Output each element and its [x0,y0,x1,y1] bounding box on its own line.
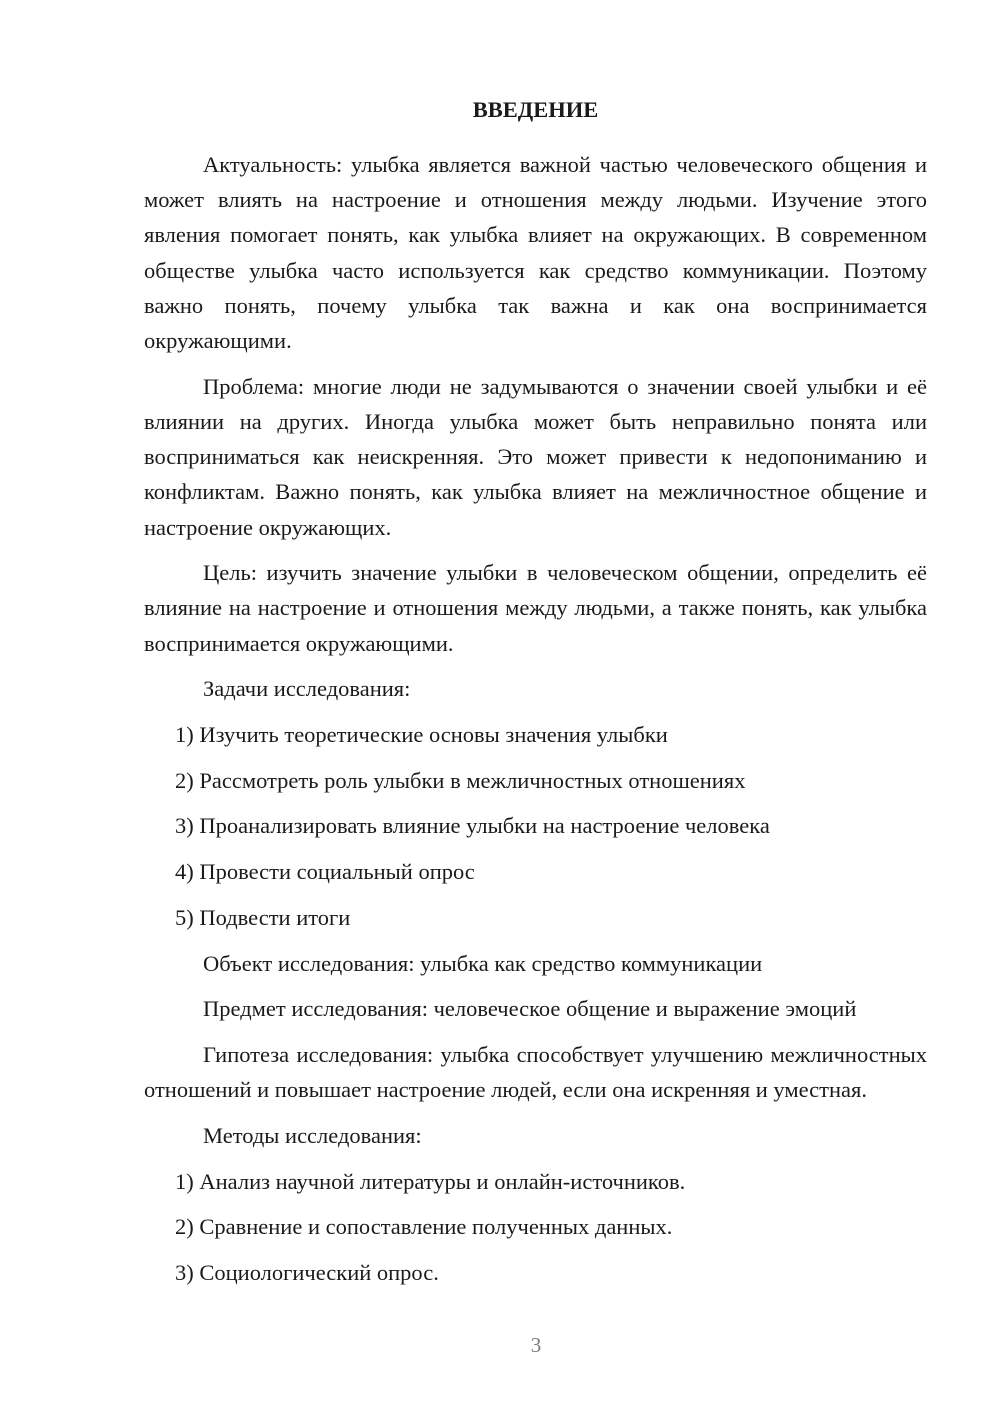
hypothesis-paragraph: Гипотеза исследования: улыбка способствует улучшению межличностных отношений и повышает настроение людей, если она искренняя и уместная. [144,1041,927,1103]
document-page [144,92,927,1301]
tasks-heading: Задачи исследования: [203,676,411,702]
task-item: 3) Проанализировать влияние улыбки на настроение человека [175,813,770,839]
method-item: 2) Сравнение и сопоставление полученных данных. [175,1214,673,1240]
subject-line: Предмет исследования: человеческое общение и выражение эмоций [203,996,857,1022]
section-title: ВВЕДЕНИЕ [472,97,599,122]
methods-heading: Методы исследования: [203,1122,422,1148]
goal-paragraph: Цель: изучить значение улыбки в человеческом общении, определить её влияние на настроение и отношения между людьми, а также понять, как улыбка воспринимается окружающими. [144,560,927,656]
method-item: 3) Социологический опрос. [175,1259,439,1285]
method-item: 1) Анализ научной литературы и онлайн-источников. [175,1168,686,1194]
task-item: 1) Изучить теоретические основы значения улыбки [175,722,668,748]
relevance-paragraph: Актуальность: улыбка является важной частью человеческого общения и может влиять на настроение и отношения между людьми. Изучение этого явления помогает понять, как улыбка влияет на окружающих. В современном обществе улыбка часто используется как средство коммуникации. Поэтому важно понять, почему улыбка так важна и как она воспринимается окружающими. [144,152,927,354]
problem-paragraph: Проблема: многие люди не задумываются о значении своей улыбки и её влиянии на других. Иногда улыбка может быть неправильно понята или восприниматься как неискренняя. Это может привести к недопониманию и конфликтам. Важно понять, как улыбка влияет на межличностное общение и настроение окружающих. [144,373,927,540]
task-item: 4) Провести социальный опрос [175,859,475,885]
task-item: 2) Рассмотреть роль улыбки в межличностных отношениях [175,767,746,793]
task-item: 5) Подвести итоги [175,904,351,930]
object-line: Объект исследования: улыбка как средство коммуникации [203,950,763,976]
page-number: 3 [530,1333,542,1357]
